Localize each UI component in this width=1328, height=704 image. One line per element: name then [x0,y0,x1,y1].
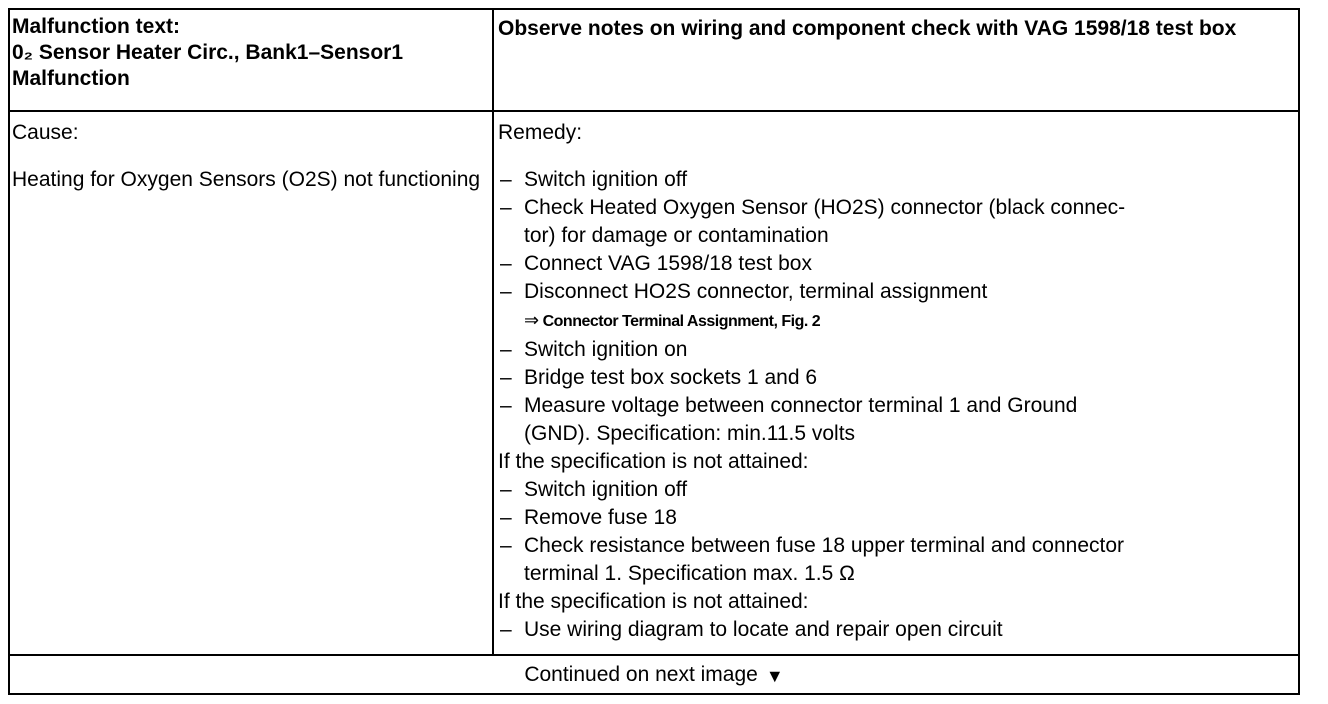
continued-text: Continued on next image [524,663,758,686]
malfunction-code-text-cont: Malfunction [12,67,130,90]
continued-footer [10,656,1298,693]
remedy-step [498,194,1288,222]
remedy-condition: If the specification is not attained: [498,450,809,473]
step-text: Remove fuse 18 [524,506,677,529]
header-divider [10,110,1298,112]
remedy-step [498,166,1288,194]
remedy-step-continuation: tor) for damage or contamination [524,224,829,247]
remedy-step [498,278,1288,306]
step-dash: – [500,280,512,303]
down-triangle-icon: ▼ [765,666,784,686]
ref-arrow-icon: ⇒ [524,310,539,330]
step-dash: – [500,168,512,191]
step-dash: – [500,478,512,501]
malfunction-table [8,8,1300,695]
step-text: Check Heated Oxygen Sensor (HO2S) connector (black connec- [524,196,1126,219]
step-dash: – [500,338,512,361]
step-dash: – [500,534,512,557]
column-divider [492,10,494,656]
step-text: Switch ignition off [524,168,688,191]
step-text: Disconnect HO2S connector, terminal assignment [524,280,988,303]
remedy-list [498,166,1288,644]
step-text: Switch ignition on [524,338,688,361]
cause-text: Heating for Oxygen Sensors (O2S) not functioning [12,168,481,191]
step-text: Connect VAG 1598/18 test box [524,252,812,275]
ref-text: Connector Terminal Assignment, Fig. 2 [542,313,821,330]
remedy-step [498,616,1288,644]
step-text: Use wiring diagram to locate and repair open circuit [524,618,1003,641]
remedy-step [498,336,1288,364]
remedy-step [498,250,1288,278]
step-dash: – [500,252,512,275]
remedy-step [498,392,1288,420]
step-text: Switch ignition off [524,478,688,501]
step-dash: – [500,394,512,417]
remedy-step [498,476,1288,504]
step-text: Check resistance between fuse 18 upper terminal and connector [524,534,1125,557]
remedy-step-continuation: terminal 1. Specification max. 1.5 Ω [524,562,855,585]
step-dash: – [500,506,512,529]
remedy-step-continuation: (GND). Specification: min.11.5 volts [524,422,856,445]
remedy-step [498,532,1288,560]
step-dash: – [500,196,512,219]
malfunction-header [12,14,488,92]
remedy-step [498,504,1288,532]
step-dash: – [500,618,512,641]
cause-title: Cause: [12,121,79,144]
malfunction-code-text: 0₂ Sensor Heater Circ., Bank1–Sensor1 [12,41,404,64]
remedy-title: Remedy: [498,121,583,144]
malfunction-label: Malfunction text: [12,15,180,38]
remedy-step [498,364,1288,392]
step-text: Bridge test box sockets 1 and 6 [524,366,818,389]
remedy-condition: If the specification is not attained: [498,590,809,613]
wiring-notes-header: Observe notes on wiring and component check with VAG 1598/18 test box [498,17,1237,40]
cross-reference [498,306,1288,336]
step-dash: – [500,366,512,389]
step-text: Measure voltage between connector terminal 1 and Ground [524,394,1078,417]
